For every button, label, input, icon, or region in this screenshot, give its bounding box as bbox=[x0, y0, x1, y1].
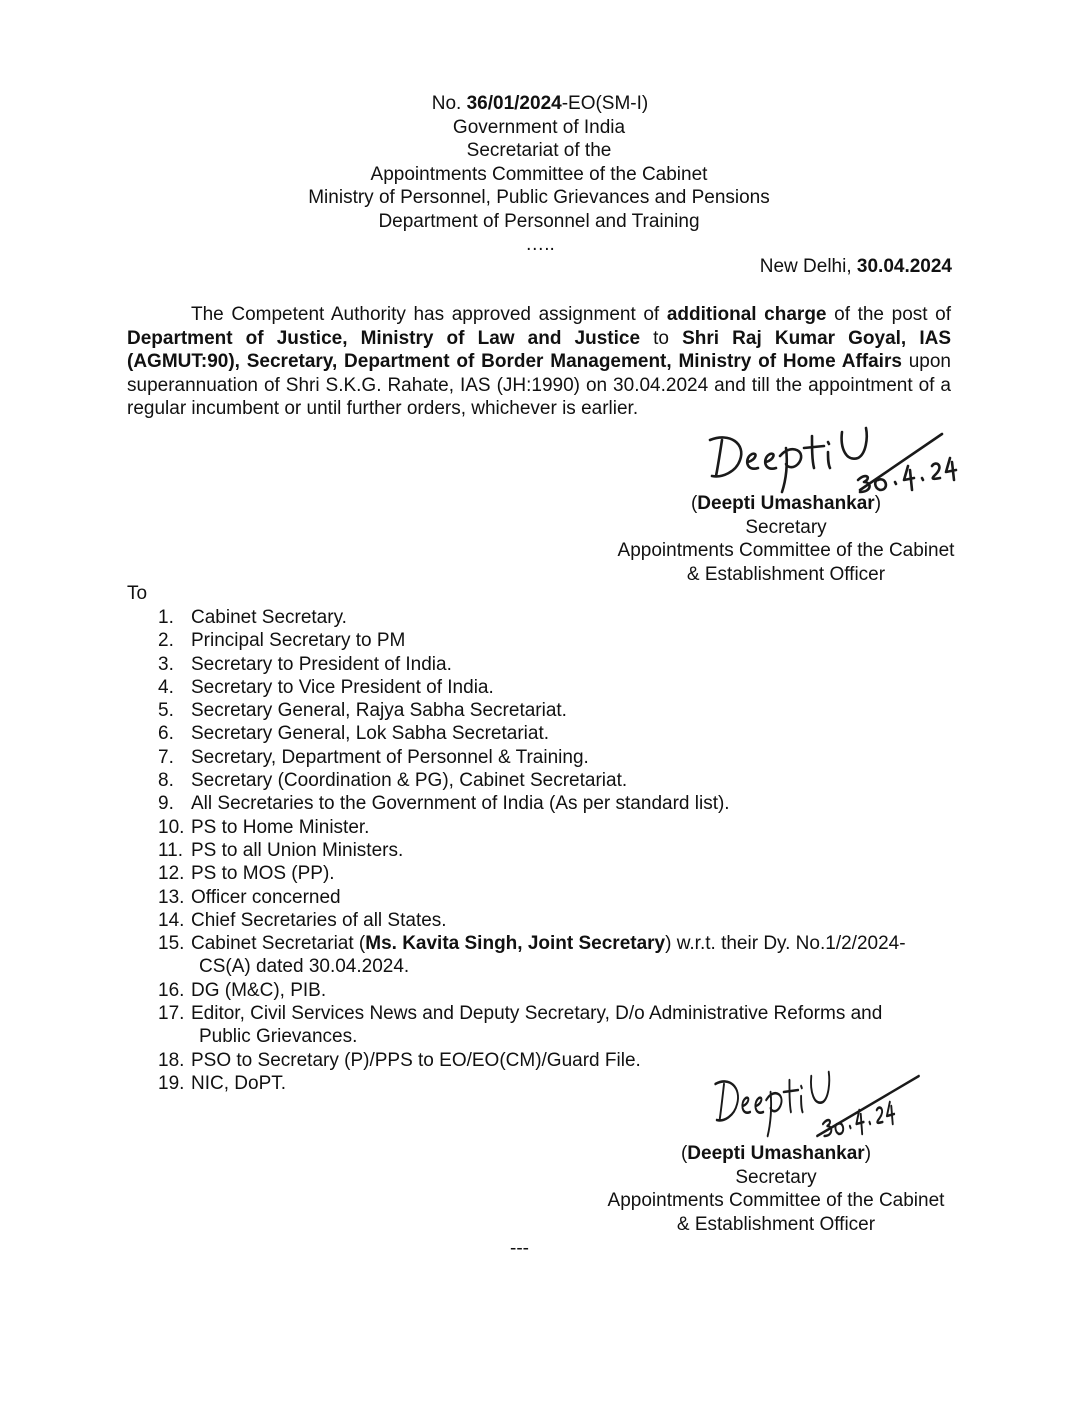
header-dots: ….. bbox=[525, 234, 555, 255]
item-text: Secretary General, Rajya Sabha Secretariat. bbox=[191, 700, 567, 722]
distribution-item bbox=[158, 1002, 952, 1049]
item-text: Cabinet Secretary. bbox=[191, 607, 347, 628]
item-number: 17. bbox=[158, 1003, 185, 1025]
signatory-office-2: & Establishment Officer bbox=[686, 563, 886, 585]
signatory-name: (Deepti Umashankar) bbox=[690, 493, 882, 514]
file-number: No. 36/01/2024-EO(SM-I) bbox=[431, 93, 649, 114]
item-number: 16. bbox=[158, 979, 185, 1001]
item-number: 14. bbox=[158, 909, 185, 931]
item-text: PS to MOS (PP). bbox=[191, 863, 335, 885]
item-number: 18. bbox=[158, 1049, 185, 1071]
end-dashes: --- bbox=[510, 1238, 529, 1259]
header-line-government: Government of India bbox=[452, 116, 626, 138]
item-text: Secretary to Vice President of India. bbox=[191, 676, 494, 698]
header-line-secretariat: Secretariat of the bbox=[466, 140, 612, 161]
distribution-item bbox=[158, 909, 952, 932]
item-number: 3. bbox=[158, 653, 174, 675]
item-text: DG (M&C), PIB. bbox=[191, 979, 327, 1001]
to-label: To bbox=[127, 583, 148, 604]
item-number: 13. bbox=[158, 886, 185, 908]
signatory-office: Appointments Committee of the Cabinet bbox=[617, 540, 955, 561]
distribution-item bbox=[158, 932, 952, 979]
item-text: PSO to Secretary (P)/PPS to EO/EO(CM)/Guard File. bbox=[191, 1049, 641, 1071]
signature-block-1 bbox=[596, 492, 976, 586]
item-text: NIC, DoPT. bbox=[191, 1072, 287, 1094]
distribution-item bbox=[158, 676, 952, 699]
dateline: New Delhi, 30.04.2024 bbox=[759, 256, 952, 277]
header-line-ministry: Ministry of Personnel, Public Grievances and Pensions bbox=[308, 187, 770, 208]
item-number: 4. bbox=[158, 676, 174, 698]
letter-date: 30.04.2024 bbox=[856, 256, 952, 277]
distribution-item bbox=[158, 839, 952, 862]
item-text: All Secretaries to the Government of India (As per standard list). bbox=[191, 793, 730, 815]
signatory-designation-2: Secretary bbox=[735, 1166, 817, 1188]
item-number: 6. bbox=[158, 723, 174, 745]
distribution-item bbox=[158, 629, 952, 652]
item-number: 11. bbox=[158, 839, 184, 861]
file-number-bold: 36/01/2024 bbox=[466, 93, 562, 114]
letter-header bbox=[0, 92, 1080, 257]
item-text: Secretary, Department of Personnel & Training. bbox=[191, 746, 589, 768]
distribution-item bbox=[158, 769, 952, 792]
header-line-department: Department of Personnel and Training bbox=[378, 210, 700, 232]
item-text-continuation: Public Grievances. bbox=[199, 1026, 358, 1048]
signatory-office-3: Appointments Committee of the Cabinet bbox=[607, 1190, 945, 1211]
signature-drawing bbox=[700, 418, 1030, 498]
item-text: Secretary (Coordination & PG), Cabinet Secretariat. bbox=[191, 770, 628, 792]
item-number: 7. bbox=[158, 746, 174, 768]
item-number: 9. bbox=[158, 793, 174, 815]
item-text: Secretary to President of India. bbox=[191, 653, 452, 675]
item-text: Chief Secretaries of all States. bbox=[191, 909, 447, 931]
item-number: 12. bbox=[158, 863, 185, 885]
item-text: Principal Secretary to PM bbox=[191, 630, 406, 652]
item-text-continuation: CS(A) dated 30.04.2024. bbox=[199, 956, 410, 978]
distribution-item bbox=[158, 699, 952, 722]
distribution-item bbox=[158, 653, 952, 676]
handwritten-signature bbox=[700, 418, 1030, 498]
item-number: 19. bbox=[158, 1072, 185, 1094]
header-line-acc: Appointments Committee of the Cabinet bbox=[370, 163, 708, 185]
item-number: 5. bbox=[158, 700, 174, 722]
signature-drawing-2 bbox=[708, 1062, 948, 1142]
item-text: PS to all Union Ministers. bbox=[191, 839, 404, 861]
order-paragraph: The Competent Authority has approved assignment of additional charge of the post of Department of Justice, Ministry of Law and Justice to Shri Raj Kumar Goyal, IAS (AGMUT:90), Secretary, Department of Border Management, Ministry of Home Affairs upon superannuation of Shri S.K.G. Rahate, IAS (JH:1990) on 30.04.2024 and till the appointment of a regular incumbent or until further orders, whichever is earlier. bbox=[127, 304, 952, 419]
item-text: Editor, Civil Services News and Deputy Secretary, D/o Administrative Reforms and bbox=[191, 1003, 883, 1025]
distribution-item bbox=[158, 816, 952, 839]
signatory-name-2: (Deepti Umashankar) bbox=[680, 1143, 872, 1164]
distribution-item bbox=[158, 746, 952, 769]
signature-block-2 bbox=[586, 1142, 966, 1236]
item-number: 15. bbox=[158, 933, 185, 955]
item-number: 8. bbox=[158, 770, 174, 792]
item-text: Officer concerned bbox=[191, 886, 341, 908]
item-number: 2. bbox=[158, 630, 174, 652]
distribution-item bbox=[158, 862, 952, 885]
handwritten-signature-2 bbox=[708, 1062, 948, 1142]
item-text: Cabinet Secretariat (Ms. Kavita Singh, Joint Secretary) w.r.t. their Dy. No.1/2/2024- bbox=[191, 933, 906, 955]
item-text: PS to Home Minister. bbox=[191, 816, 370, 838]
item-number: 1. bbox=[158, 607, 174, 628]
signatory-designation: Secretary bbox=[745, 516, 827, 538]
signatory-office-4: & Establishment Officer bbox=[676, 1213, 876, 1235]
item-number: 10. bbox=[158, 816, 185, 838]
distribution-item bbox=[158, 722, 952, 745]
distribution-item bbox=[158, 886, 952, 909]
distribution-item bbox=[158, 606, 952, 629]
distribution-list bbox=[158, 606, 952, 1095]
distribution-item bbox=[158, 979, 952, 1002]
distribution-item bbox=[158, 792, 952, 815]
item-text: Secretary General, Lok Sabha Secretariat. bbox=[191, 723, 550, 745]
